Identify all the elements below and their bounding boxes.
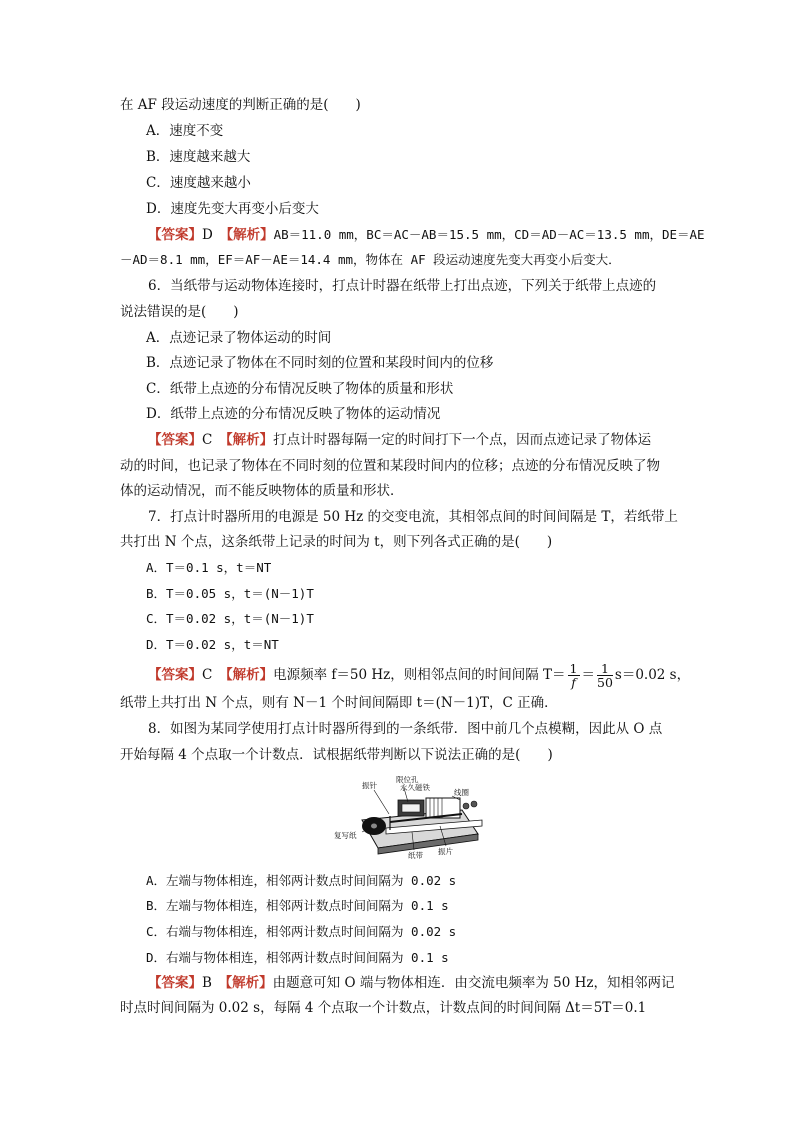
label-limit-hole: 限位孔	[396, 776, 419, 784]
label-carbon-paper: 复写纸	[334, 831, 357, 840]
q7-analysis-pre: 电源频率 f＝50 Hz，则相邻点间的时间间隔 T＝	[273, 667, 566, 683]
q6-answer-line	[148, 430, 651, 450]
analysis-tag: 【解析】	[226, 227, 274, 243]
q7-stem-line-1: 7．打点计时器所用的电源是 50 Hz 的交变电流，其相邻点间的时间间隔是 T，若纸带上	[148, 509, 678, 525]
q5-analysis-line-2: －AD＝8.1 mm，EF＝AF－AE＝14.4 mm，物体在 AF 段运动速度先变大再变小后变大．	[120, 252, 621, 267]
q7-option-d: D．T＝0.02 s，t＝NT	[146, 637, 279, 652]
q6-option-b: B．点迹记录了物体在不同时刻的位置和某段时间内的位移	[146, 355, 494, 371]
q7-option-a: A．T＝0.1 s，t＝NT	[146, 560, 272, 575]
q7-answer: C	[202, 667, 213, 683]
q8-analysis-line-1: 由题意可知 O 端与物体相连．由交流电频率为 50 Hz，知相邻两记	[272, 975, 675, 991]
q8-option-c: C．右端与物体相连，相邻两计数点时间间隔为 0.02 s	[146, 924, 457, 939]
q6-option-c: C．纸带上点迹的分布情况反映了物体的质量和形状	[146, 381, 454, 397]
fraction-denominator: 50	[597, 675, 613, 690]
q8-answer: B	[202, 975, 212, 991]
label-needle: 振针	[362, 781, 377, 790]
q7-analysis-line-2: 纸带上共打出 N 个点，则有 N－1 个时间间隔即 t＝(N－1)T，C 正确．	[120, 695, 558, 711]
q8-option-b: B．左端与物体相连，相邻两计数点时间间隔为 0.1 s	[146, 898, 449, 913]
q6-stem-line-1: 6．当纸带与运动物体连接时，打点计时器在纸带上打出点迹，下列关于纸带上点迹的	[148, 278, 657, 294]
fraction-numerator: 1	[569, 661, 578, 676]
label-magnet: 永久磁铁	[400, 783, 430, 792]
answer-tag: 【答案】	[148, 667, 202, 683]
analysis-tag: 【解析】	[225, 432, 274, 448]
q6-analysis-line-2: 动的时间，也记录了物体在不同时刻的位置和某段时间内的位移；点迹的分布情况反映了物	[120, 458, 660, 474]
q5-stem: 在 AF 段运动速度的判断正确的是( )	[120, 97, 361, 113]
q5-option-d: D．速度先变大再变小后变大	[146, 201, 319, 217]
fraction-denominator: f	[571, 675, 576, 690]
q6-analysis-line-1: 打点计时器每隔一定的时间打下一个点，因而点迹记录了物体运	[273, 432, 652, 448]
q8-answer-line	[148, 973, 674, 993]
analysis-tag: 【解析】	[225, 667, 274, 683]
answer-tag: 【答案】	[148, 975, 202, 991]
q7-option-c: C．T＝0.02 s，t＝(N－1)T	[146, 611, 314, 626]
q5-answer-line	[148, 225, 705, 245]
q8-stem-line-1: 8．如图为某同学使用打点计时器所得到的一条纸带．图中前几个点模糊，因此从 O 点	[148, 721, 663, 737]
q7-answer-line	[148, 660, 690, 690]
label-vibrator: 振片	[438, 847, 453, 856]
q7-analysis-post: s＝0.02 s，	[614, 667, 691, 683]
q7-option-b: B．T＝0.05 s，t＝(N－1)T	[146, 586, 314, 601]
q8-stem-line-2: 开始每隔 4 个点取一个计数点．试根据纸带判断以下说法正确的是( )	[120, 747, 553, 763]
label-tape: 纸带	[408, 851, 423, 860]
fraction-1-over-50	[597, 662, 613, 689]
fraction-1-over-f	[568, 662, 580, 689]
q5-option-a: A．速度不变	[146, 123, 224, 139]
q8-option-d: D．右端与物体相连，相邻两计数点时间间隔为 0.1 s	[146, 950, 449, 965]
label-coil: 线圈	[454, 788, 469, 797]
fraction-numerator: 1	[597, 662, 613, 676]
answer-tag: 【答案】	[148, 432, 202, 448]
q6-answer: C	[202, 432, 213, 448]
q5-analysis-line-1: AB＝11.0 mm，BC＝AC－AB＝15.5 mm，CD＝AD－AC＝13.5 mm，DE＝AE	[273, 227, 705, 242]
q5-option-c: C．速度越来越小	[146, 175, 251, 191]
q8-analysis-line-2: 时点时间间隔为 0.02 s，每隔 4 个点取一个计数点，计数点间的时间间隔 Δt＝5T＝0.1	[120, 1000, 647, 1016]
q7-stem-line-2: 共打出 N 个点，这条纸带上记录的时间为 t，则下列各式正确的是( )	[120, 534, 553, 550]
equals-sign: ＝	[581, 667, 595, 683]
answer-tag: 【答案】	[148, 227, 202, 243]
q8-option-a: A．左端与物体相连，相邻两计数点时间间隔为 0.02 s	[146, 873, 457, 888]
q5-option-b: B．速度越来越大	[146, 149, 251, 165]
q5-answer: D	[202, 227, 213, 243]
analysis-tag: 【解析】	[225, 975, 273, 991]
q6-stem-line-2: 说法错误的是( )	[120, 304, 239, 320]
q6-analysis-line-3: 体的运动情况，而不能反映物体的质量和形状．	[120, 483, 404, 499]
q6-option-a: A．点迹记录了物体运动的时间	[146, 330, 332, 346]
q6-option-d: D．纸带上点迹的分布情况反映了物体的运动情况	[146, 406, 441, 422]
ticker-timer-figure	[334, 776, 484, 860]
